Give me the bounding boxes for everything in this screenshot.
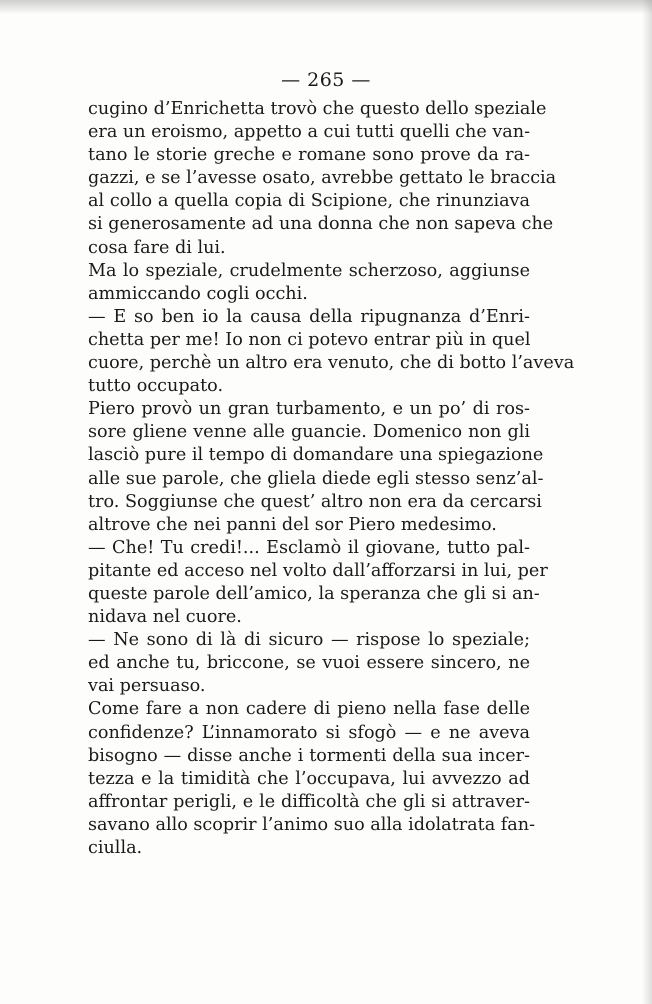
text-line: ammiccando cogli occhi. (88, 283, 308, 304)
text-line: savano allo scoprir l’animo suo alla idolatrata fan- (88, 814, 536, 835)
text-line: tro. Soggiunse che quest’ altro non era da cercarsi (88, 491, 542, 512)
text-line: bisogno — disse anche i tormenti della sua incer- (88, 745, 530, 766)
text-line: ciulla. (88, 838, 143, 858)
text-line: Piero provò un gran turbamento, e un po’ di ros- (88, 399, 530, 420)
text-line: cosa fare di lui. (88, 237, 226, 258)
text-line: gazzi, e se l’avesse osato, avrebbe gettato le braccia (88, 168, 557, 189)
body-text (88, 98, 575, 860)
text-line: tano le storie greche e romane sono prove da ra- (88, 145, 530, 166)
text-line: ed anche tu, briccone, se vuoi essere sincero, ne (88, 653, 530, 674)
scan-shadow-top (0, 0, 652, 14)
text-line: queste parole dell’amico, la speranza che gli si an- (88, 583, 540, 604)
text-line: nidava nel cuore. (88, 607, 242, 628)
text-line: vai persuaso. (88, 676, 206, 697)
text-line: tutto occupato. (88, 376, 224, 397)
text-line: altrove che nei panni del sor Piero medesimo. (88, 514, 497, 535)
text-line: cuore, perchè un altro era venuto, che di botto l’aveva (88, 353, 575, 374)
text-line: — Ne sono di là di sicuro — rispose lo speziale; (88, 630, 530, 651)
text-line: — Che! Tu credi!... Esclamò il giovane, tutto pal- (88, 537, 530, 558)
text-line: sore gliene venne alle guancie. Domenico non gli (88, 422, 530, 443)
text-line: al collo a quella copia di Scipione, che rinunziava (88, 191, 530, 212)
text-line: — E so ben io la causa della ripugnanza d’Enri- (88, 306, 530, 327)
scan-shadow-right (642, 0, 652, 1004)
text-line: tezza e la timidità che l’occupava, lui avvezzo ad (88, 768, 530, 789)
text-line: era un eroismo, appetto a cui tutti quelli che van- (88, 122, 531, 143)
text-line: si generosamente ad una donna che non sapeva che (88, 214, 554, 235)
text-line: Ma lo speziale, crudelmente scherzoso, aggiunse (88, 260, 530, 281)
text-line: affrontar perigli, e le difficoltà che gli si attraver- (88, 791, 530, 812)
text-line: pitante ed acceso nel volto dall’afforzarsi in lui, per (88, 560, 548, 581)
text-line: chetta per me! Io non ci potevo entrar più in quel (88, 329, 531, 350)
text-line: Come fare a non cadere di pieno nella fase delle (88, 699, 530, 720)
text-line: confidenze? L’innamorato si sfogò — e ne aveva (88, 722, 530, 743)
page-number: — 265 — (281, 69, 371, 91)
text-line: alle sue parole, che gliela diede egli stesso senz’al- (88, 468, 544, 489)
text-line: cugino d’Enrichetta trovò che questo dello speziale (88, 99, 547, 119)
text-line: lasciò pure il tempo di domandare una spiegazione (88, 445, 544, 466)
